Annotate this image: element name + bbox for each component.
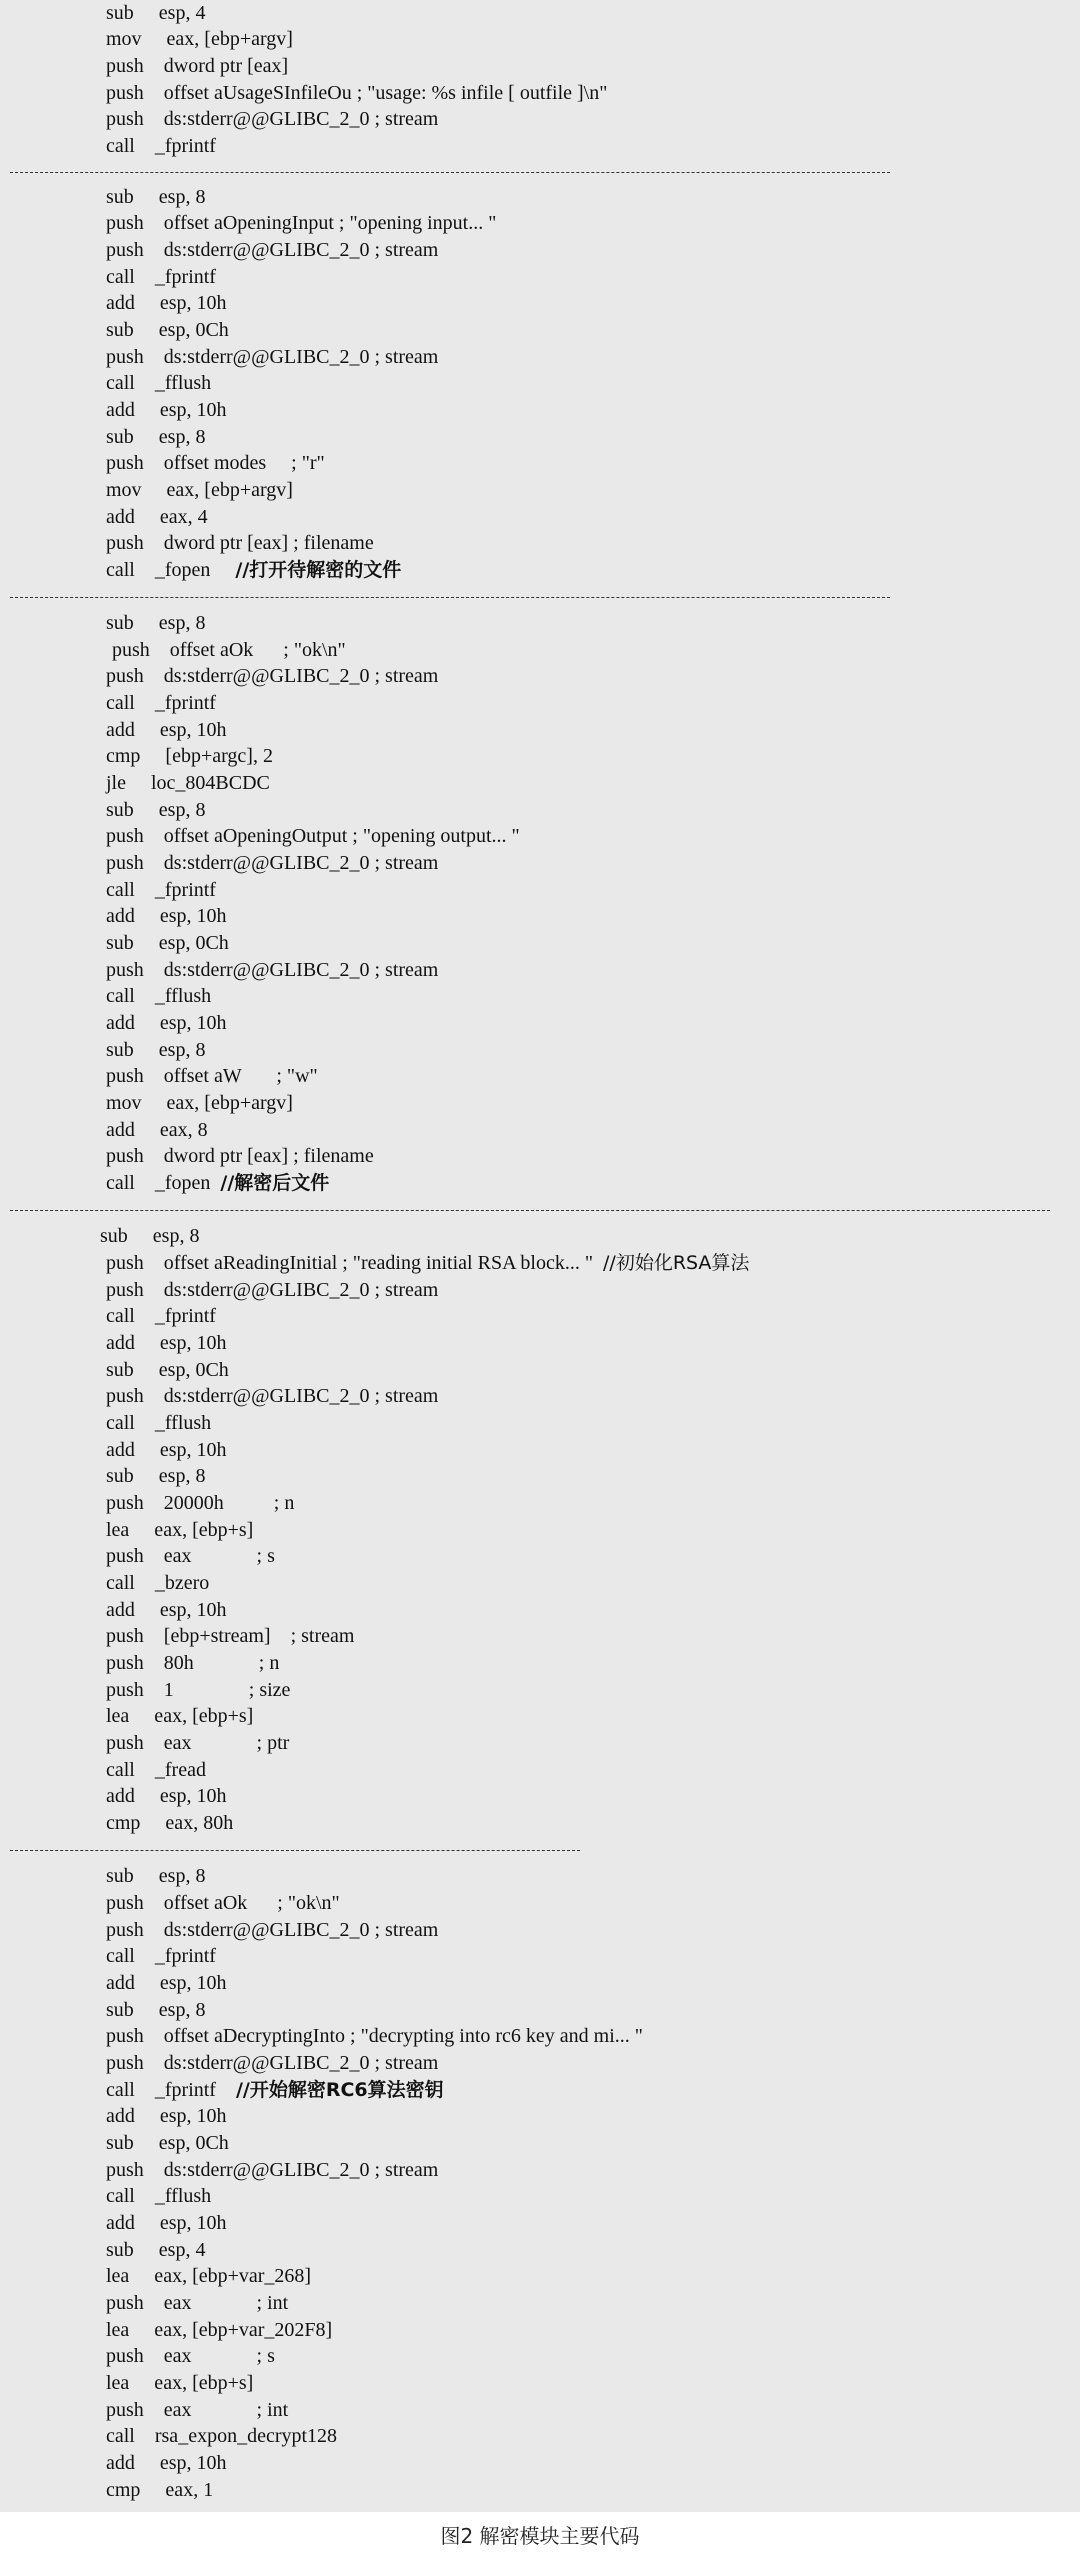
code-line: cmp [ebp+argc], 2 (106, 745, 273, 767)
section-separator (10, 1210, 1050, 1215)
code-line: lea eax, [ebp+s] (106, 1519, 254, 1541)
code-line: sub esp, 0Ch (106, 932, 229, 954)
code-line: lea eax, [ebp+s] (106, 1705, 254, 1727)
code-line: push offset aOpeningOutput ; "opening output... " (106, 825, 520, 847)
code-line: add esp, 10h (106, 2105, 227, 2127)
section-separator (10, 597, 890, 602)
code-line: mov eax, [ebp+argv] (106, 1092, 293, 1114)
code-line: call _bzero (106, 1572, 210, 1594)
code-line: sub esp, 8 (106, 186, 206, 208)
code-line: call _fprintf (106, 135, 216, 157)
code-line: push ds:stderr@@GLIBC_2_0 ; stream (106, 239, 439, 261)
code-line: push eax ; int (106, 2399, 289, 2421)
code-line: call _fprintf (106, 266, 216, 288)
code-line: add esp, 10h (106, 1439, 227, 1461)
code-text: call _fopen (106, 1172, 211, 1194)
code-line: sub esp, 4 (106, 2, 206, 24)
code-line: sub esp, 8 (106, 612, 206, 634)
code-line: cmp eax, 1 (106, 2479, 214, 2501)
code-line: push 20000h ; n (106, 1492, 295, 1514)
code-line: push offset modes ; "r" (106, 452, 325, 474)
code-line: add esp, 10h (106, 1012, 227, 1034)
code-line: add esp, 10h (106, 1332, 227, 1354)
code-text: call _fopen (106, 559, 211, 581)
code-line: sub esp, 4 (106, 2239, 206, 2261)
code-line: push eax ; s (106, 2345, 275, 2367)
code-line: call _fprintf (106, 1945, 216, 1967)
code-line: push dword ptr [eax] ; filename (106, 1145, 374, 1167)
code-line: push ds:stderr@@GLIBC_2_0 ; stream (106, 108, 439, 130)
code-line: sub esp, 0Ch (106, 2132, 229, 2154)
code-line: mov eax, [ebp+argv] (106, 28, 293, 50)
code-comment: //开始解密RC6算法密钥 (235, 2079, 444, 2101)
code-line: push ds:stderr@@GLIBC_2_0 ; stream (106, 665, 439, 687)
code-line: push [ebp+stream] ; stream (106, 1625, 355, 1647)
code-line: add esp, 10h (106, 399, 227, 421)
code-line: push 1 ; size (106, 1679, 291, 1701)
code-line-with-comment (106, 1250, 749, 1276)
code-line: mov eax, [ebp+argv] (106, 479, 293, 501)
code-comment: //解密后文件 (220, 1172, 330, 1194)
code-line: call _fflush (106, 1412, 212, 1434)
code-text: push offset aReadingInitial ; "reading initial RSA block... " (106, 1252, 594, 1274)
code-line: add esp, 10h (106, 2212, 227, 2234)
code-line: push ds:stderr@@GLIBC_2_0 ; stream (106, 1385, 439, 1407)
code-line: call _fflush (106, 985, 212, 1007)
code-line: sub esp, 8 (106, 1865, 206, 1887)
code-line: push eax ; int (106, 2292, 289, 2314)
code-line: push offset aOk ; "ok\n" (112, 639, 346, 661)
code-line: jle loc_804BCDC (106, 772, 270, 794)
code-line: push eax ; ptr (106, 1732, 290, 1754)
code-line: push 80h ; n (106, 1652, 280, 1674)
code-line: sub esp, 0Ch (106, 319, 229, 341)
code-line: push ds:stderr@@GLIBC_2_0 ; stream (106, 2159, 439, 2181)
code-line: sub esp, 8 (106, 426, 206, 448)
code-line: sub esp, 8 (106, 1999, 206, 2021)
code-line: add esp, 10h (106, 719, 227, 741)
code-line: sub esp, 8 (100, 1225, 200, 1247)
code-line: push offset aDecryptingInto ; "decrypting into rc6 key and mi... " (106, 2025, 643, 2047)
code-line-with-comment (106, 557, 401, 583)
code-comment: //打开待解密的文件 (235, 559, 402, 581)
code-line-with-comment (106, 1170, 329, 1196)
code-line: lea eax, [ebp+var_268] (106, 2265, 312, 2287)
code-line: sub esp, 8 (106, 799, 206, 821)
code-line: push ds:stderr@@GLIBC_2_0 ; stream (106, 1279, 439, 1301)
code-line: sub esp, 8 (106, 1465, 206, 1487)
code-line: push offset aUsageSInfileOu ; "usage: %s infile [ outfile ]\n" (106, 82, 608, 104)
code-line: lea eax, [ebp+var_202F8] (106, 2319, 333, 2341)
code-line: push ds:stderr@@GLIBC_2_0 ; stream (106, 1919, 439, 1941)
code-line: sub esp, 0Ch (106, 1359, 229, 1381)
code-line: push ds:stderr@@GLIBC_2_0 ; stream (106, 2052, 439, 2074)
code-line: call _fprintf (106, 879, 216, 901)
code-line: add esp, 10h (106, 1599, 227, 1621)
section-separator (10, 1850, 580, 1855)
code-line: add esp, 10h (106, 2452, 227, 2474)
code-line: call _fprintf (106, 692, 216, 714)
code-line: add esp, 10h (106, 1972, 227, 1994)
code-line: push offset aOpeningInput ; "opening input... " (106, 212, 497, 234)
code-line: call _fflush (106, 2185, 212, 2207)
code-line: push offset aOk ; "ok\n" (106, 1892, 340, 1914)
code-line: call _fread (106, 1759, 206, 1781)
code-line: add eax, 4 (106, 506, 208, 528)
section-separator (10, 172, 890, 177)
code-line: cmp eax, 80h (106, 1812, 234, 1834)
code-line: push eax ; s (106, 1545, 275, 1567)
code-line: push ds:stderr@@GLIBC_2_0 ; stream (106, 959, 439, 981)
code-line: sub esp, 8 (106, 1039, 206, 1061)
code-line-with-comment (106, 2077, 444, 2103)
code-line: add esp, 10h (106, 292, 227, 314)
code-line: push ds:stderr@@GLIBC_2_0 ; stream (106, 852, 439, 874)
code-line: push ds:stderr@@GLIBC_2_0 ; stream (106, 346, 439, 368)
code-line: add esp, 10h (106, 905, 227, 927)
code-line: push offset aW ; "w" (106, 1065, 318, 1087)
code-comment: //初始化RSA算法 (603, 1252, 750, 1274)
code-text: call _fprintf (106, 2079, 216, 2101)
code-line: add eax, 8 (106, 1119, 208, 1141)
code-line: call _fflush (106, 372, 212, 394)
code-line: lea eax, [ebp+s] (106, 2372, 254, 2394)
code-line: add esp, 10h (106, 1785, 227, 1807)
figure-caption: 图2 解密模块主要代码 (440, 2524, 640, 2548)
code-line: push dword ptr [eax] ; filename (106, 532, 374, 554)
code-line: push dword ptr [eax] (106, 55, 289, 77)
code-line: call rsa_expon_decrypt128 (106, 2425, 338, 2447)
code-line: call _fprintf (106, 1305, 216, 1327)
